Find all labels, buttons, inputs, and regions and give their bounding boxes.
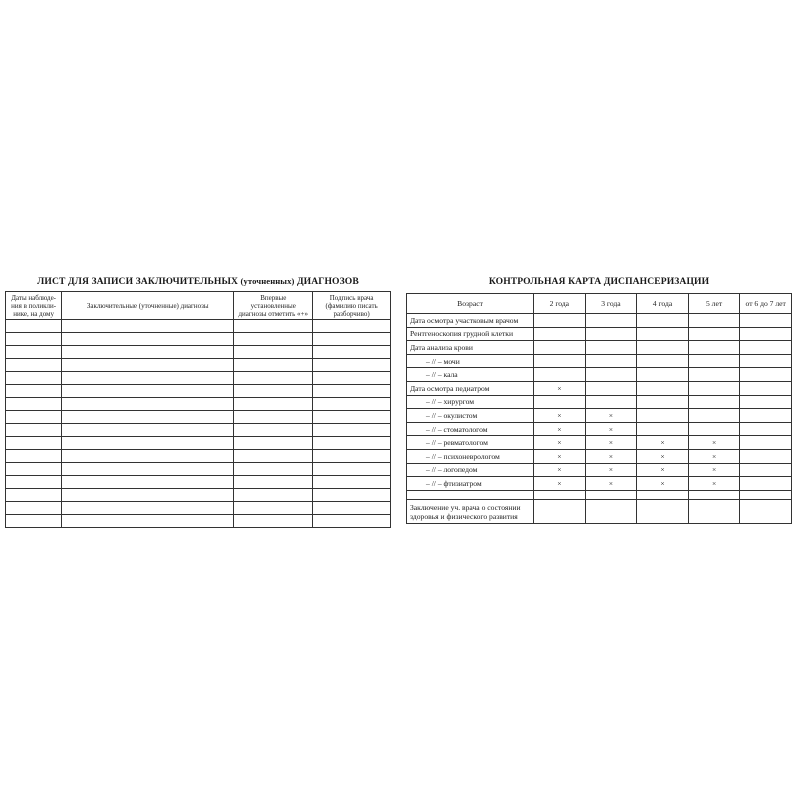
dispensary-cell[interactable] [637,368,689,382]
cross-mark[interactable]: × [688,449,740,463]
cross-mark[interactable]: × [534,477,586,491]
dispensary-row-label: – // – мочи [407,354,534,368]
cross-mark[interactable]: × [534,449,586,463]
dispensary-cell[interactable] [534,327,586,341]
dispensary-row-label: – // – ревматологом [407,436,534,450]
dispensary-cell[interactable] [534,368,586,382]
diagnoses-cell[interactable] [313,463,391,476]
diagnoses-cell[interactable] [234,476,313,489]
dispensary-col-header-5: от 6 до 7 лет [740,294,792,314]
diagnoses-cell[interactable] [313,515,391,528]
dispensary-cell[interactable] [585,368,637,382]
dispensary-cell[interactable] [534,354,586,368]
dispensary-cell[interactable] [637,381,689,395]
diagnoses-row [6,398,391,411]
dispensary-row [407,422,792,436]
dispensary-cell[interactable] [637,490,689,499]
diagnoses-cell[interactable] [313,346,391,359]
diagnoses-row [6,411,391,424]
dispensary-cell[interactable] [688,499,740,523]
dispensary-row [407,436,792,450]
diagnoses-cell[interactable] [62,346,234,359]
cross-mark[interactable]: × [534,436,586,450]
dispensary-cell[interactable] [585,381,637,395]
cross-mark[interactable]: × [585,463,637,477]
diagnoses-cell[interactable] [62,359,234,372]
cross-mark[interactable]: × [688,463,740,477]
diagnoses-row [6,320,391,333]
diagnoses-cell[interactable] [6,450,62,463]
diagnoses-cell[interactable] [6,346,62,359]
diagnoses-row [6,515,391,528]
diagnoses-cell[interactable] [313,320,391,333]
diagnoses-row [6,437,391,450]
diagnoses-cell[interactable] [234,385,313,398]
diagnoses-row [6,502,391,515]
diagnoses-title-end: ДИАГНОЗОВ [296,276,359,287]
dispensary-cell[interactable] [740,314,792,328]
dispensary-cell[interactable] [585,354,637,368]
diagnoses-cell[interactable] [234,450,313,463]
diagnoses-row [6,424,391,437]
diagnoses-cell[interactable] [6,385,62,398]
dispensary-cell[interactable] [534,499,586,523]
cross-mark[interactable]: × [534,409,586,423]
dispensary-cell[interactable] [534,341,586,355]
diagnoses-cell[interactable] [313,385,391,398]
dispensary-cell[interactable] [688,314,740,328]
diagnoses-cell[interactable] [313,372,391,385]
diagnoses-col-header-2: Впервые установленные диагнозы отметить «+» [234,292,313,320]
cross-mark[interactable]: × [637,449,689,463]
dispensary-row-label: Дата анализа крови [407,341,534,355]
diagnoses-cell[interactable] [62,320,234,333]
diagnoses-cell[interactable] [6,437,62,450]
diagnoses-cell[interactable] [234,320,313,333]
diagnoses-cell[interactable] [6,515,62,528]
dispensary-row-label: – // – психоневрологом [407,449,534,463]
diagnoses-cell[interactable] [234,463,313,476]
diagnoses-cell[interactable] [234,359,313,372]
cross-mark[interactable]: × [637,477,689,491]
dispensary-cell[interactable] [585,490,637,499]
dispensary-col-header-4: 5 лет [688,294,740,314]
diagnoses-row [6,489,391,502]
dispensary-cell[interactable] [637,327,689,341]
dispensary-row [407,449,792,463]
diagnoses-cell[interactable] [6,489,62,502]
dispensary-row [407,314,792,328]
dispensary-cell[interactable] [688,368,740,382]
dispensary-cell[interactable] [740,327,792,341]
diagnoses-cell[interactable] [62,450,234,463]
diagnoses-col-header-3: Подпись врача (фамилию писать разборчиво) [313,292,391,320]
diagnoses-cell[interactable] [313,502,391,515]
dispensary-row [407,381,792,395]
cross-mark[interactable]: × [585,436,637,450]
dispensary-cell[interactable] [740,436,792,450]
dispensary-row [407,477,792,491]
diagnoses-cell[interactable] [62,476,234,489]
diagnoses-cell[interactable] [6,411,62,424]
dispensary-cell[interactable] [740,490,792,499]
dispensary-cell[interactable] [740,409,792,423]
diagnoses-cell[interactable] [6,372,62,385]
dispensary-row [407,409,792,423]
diagnoses-cell[interactable] [62,398,234,411]
dispensary-table [406,293,792,524]
diagnoses-cell[interactable] [6,359,62,372]
cross-mark[interactable]: × [534,381,586,395]
dispensary-cell[interactable] [688,490,740,499]
cross-mark[interactable]: × [534,422,586,436]
dispensary-row-label: Дата осмотра педиатром [407,381,534,395]
diagnoses-cell[interactable] [234,398,313,411]
dispensary-cell[interactable] [740,463,792,477]
dispensary-cell[interactable] [688,395,740,409]
dispensary-cell[interactable] [585,341,637,355]
dispensary-row [407,463,792,477]
dispensary-cell[interactable] [740,354,792,368]
diagnoses-cell[interactable] [62,437,234,450]
dispensary-cell[interactable] [637,354,689,368]
dispensary-col-header-3: 4 года [637,294,689,314]
diagnoses-row [6,359,391,372]
dispensary-cell[interactable] [637,314,689,328]
diagnoses-cell[interactable] [234,515,313,528]
diagnoses-row [6,385,391,398]
diagnoses-row [6,333,391,346]
diagnoses-cell[interactable] [234,346,313,359]
dispensary-header-row [407,294,792,314]
dispensary-cell[interactable] [688,381,740,395]
cross-mark[interactable]: × [585,422,637,436]
diagnoses-cell[interactable] [62,333,234,346]
dispensary-row [407,368,792,382]
dispensary-cell[interactable] [637,499,689,523]
dispensary-cell[interactable] [534,490,586,499]
dispensary-row-label: – // – кала [407,368,534,382]
diagnoses-cell[interactable] [62,411,234,424]
diagnoses-row [6,346,391,359]
diagnoses-cell[interactable] [234,489,313,502]
dispensary-cell[interactable] [534,314,586,328]
diagnoses-cell[interactable] [313,489,391,502]
dispensary-cell[interactable] [740,499,792,523]
cross-mark[interactable]: × [688,436,740,450]
diagnoses-cell[interactable] [313,476,391,489]
dispensary-cell[interactable] [740,381,792,395]
diagnoses-sheet-title [5,276,391,287]
diagnoses-cell[interactable] [6,320,62,333]
dispensary-row [407,490,792,499]
dispensary-cell[interactable] [637,395,689,409]
dispensary-row-label: – // – фтизиатром [407,477,534,491]
diagnoses-cell[interactable] [62,424,234,437]
cross-mark[interactable]: × [585,477,637,491]
diagnoses-col-header-1: Заключительные (уточненные) диагнозы [62,292,234,320]
dispensary-row [407,499,792,523]
cross-mark[interactable]: × [534,463,586,477]
dispensary-row-label: – // – окулистом [407,409,534,423]
dispensary-cell[interactable] [740,449,792,463]
dispensary-cell[interactable] [740,368,792,382]
diagnoses-cell[interactable] [62,515,234,528]
dispensary-col-header-1: 2 года [534,294,586,314]
diagnoses-row [6,372,391,385]
dispensary-cell[interactable] [688,341,740,355]
diagnoses-cell[interactable] [6,502,62,515]
diagnoses-cell[interactable] [62,502,234,515]
diagnoses-cell[interactable] [234,333,313,346]
dispensary-cell[interactable] [585,395,637,409]
dispensary-cell[interactable] [688,422,740,436]
diagnoses-cell[interactable] [6,333,62,346]
dispensary-cell[interactable] [688,327,740,341]
dispensary-cell[interactable] [688,354,740,368]
dispensary-cell[interactable] [637,409,689,423]
dispensary-cell[interactable] [585,499,637,523]
cross-mark[interactable]: × [688,477,740,491]
diagnoses-cell[interactable] [313,450,391,463]
diagnoses-cell[interactable] [234,372,313,385]
dispensary-col-header-0: Возраст [407,294,534,314]
diagnoses-cell[interactable] [62,489,234,502]
dispensary-row-label: Заключение уч. врача о состоянии здоровья и физического развития [407,499,534,523]
dispensary-row [407,341,792,355]
diagnoses-cell[interactable] [313,398,391,411]
dispensary-cell[interactable] [740,341,792,355]
diagnoses-cell[interactable] [62,463,234,476]
dispensary-cell[interactable] [585,314,637,328]
diagnoses-cell[interactable] [62,372,234,385]
cross-mark[interactable]: × [585,409,637,423]
dispensary-cell[interactable] [740,422,792,436]
diagnoses-cell[interactable] [6,463,62,476]
diagnoses-row [6,450,391,463]
diagnoses-table [5,291,391,528]
diagnoses-cell[interactable] [313,333,391,346]
dispensary-row [407,327,792,341]
cross-mark[interactable]: × [637,436,689,450]
dispensary-sheet-title: КОНТРОЛЬНАЯ КАРТА ДИСПАНСЕРИЗАЦИИ [488,276,710,287]
dispensary-row-label: Рентгеноскопия грудной клетки [407,327,534,341]
dispensary-col-header-2: 3 года [585,294,637,314]
diagnoses-title-main: ЛИСТ ДЛЯ ЗАПИСИ ЗАКЛЮЧИТЕЛЬНЫХ [37,276,239,287]
diagnoses-cell[interactable] [234,424,313,437]
diagnoses-header-row [6,292,391,320]
dispensary-row-label: Дата осмотра участковым врачом [407,314,534,328]
diagnoses-cell[interactable] [234,437,313,450]
cross-mark[interactable]: × [585,449,637,463]
dispensary-row-label: – // – хирургом [407,395,534,409]
dispensary-cell[interactable] [637,341,689,355]
dispensary-row [407,354,792,368]
diagnoses-cell[interactable] [313,437,391,450]
cross-mark[interactable]: × [637,463,689,477]
diagnoses-col-header-0: Даты наблюде- ния в поликли- нике, на дому [6,292,62,320]
diagnoses-cell[interactable] [234,411,313,424]
diagnoses-cell[interactable] [6,424,62,437]
diagnoses-cell[interactable] [6,398,62,411]
dispensary-cell[interactable] [534,395,586,409]
diagnoses-cell[interactable] [313,411,391,424]
diagnoses-title-sub: (уточненных) [240,276,295,286]
dispensary-row-label [407,490,534,499]
diagnoses-cell[interactable] [234,502,313,515]
dispensary-cell[interactable] [688,409,740,423]
dispensary-row [407,395,792,409]
dispensary-cell[interactable] [740,477,792,491]
dispensary-cell[interactable] [740,395,792,409]
dispensary-row-label: – // – стоматологом [407,422,534,436]
diagnoses-cell[interactable] [62,385,234,398]
dispensary-cell[interactable] [585,327,637,341]
dispensary-row-label: – // – логопедом [407,463,534,477]
dispensary-cell[interactable] [637,422,689,436]
diagnoses-row [6,476,391,489]
diagnoses-cell[interactable] [313,424,391,437]
diagnoses-row [6,463,391,476]
diagnoses-cell[interactable] [6,476,62,489]
diagnoses-cell[interactable] [313,359,391,372]
